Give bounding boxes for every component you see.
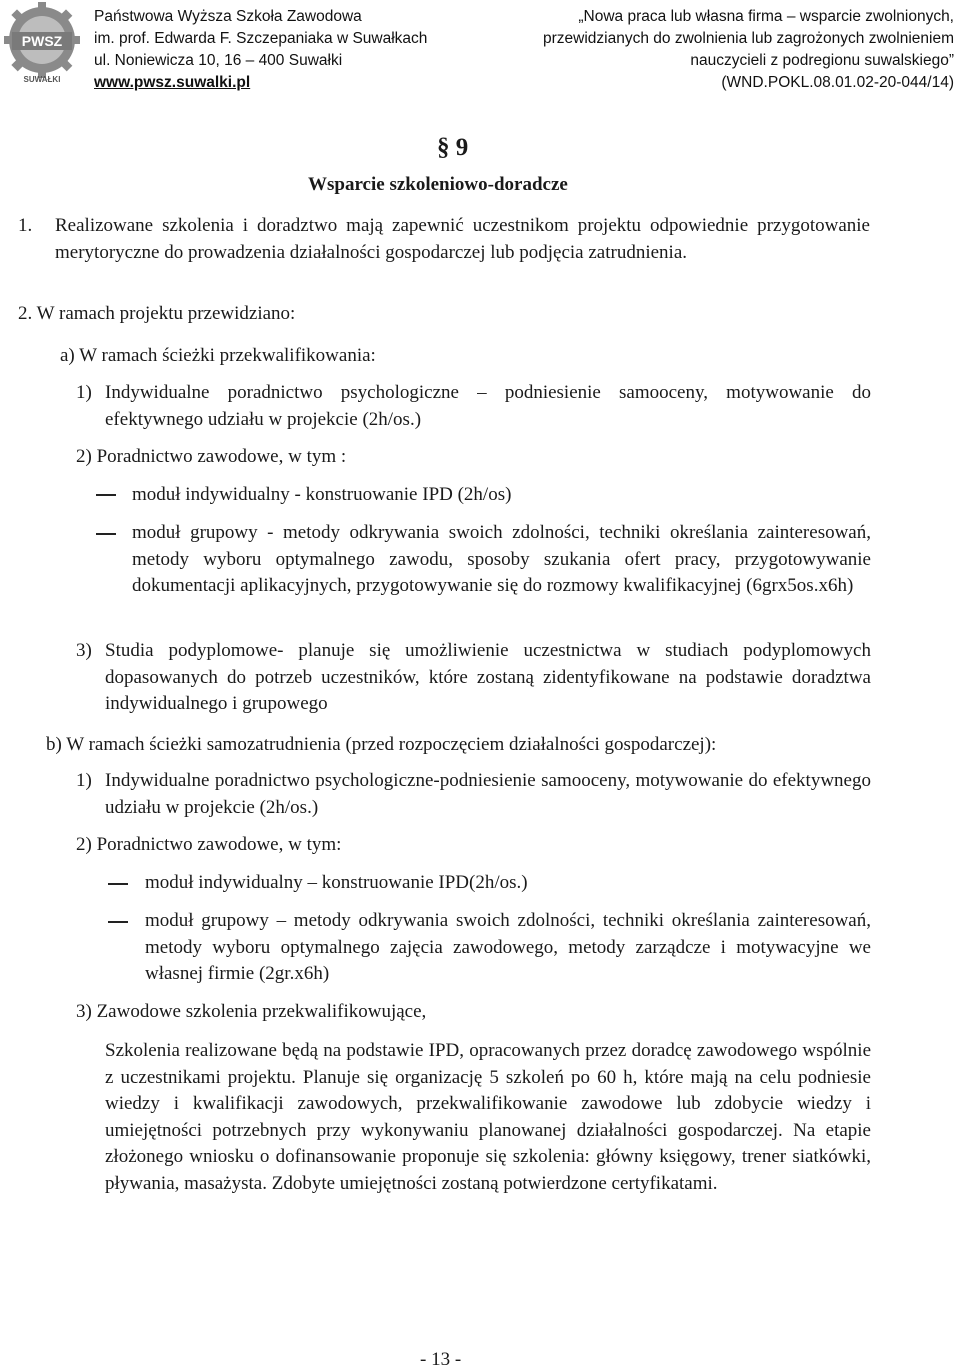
project-title-1: „Nowa praca lub własna firma – wsparcie zwolnionych, [578, 8, 954, 25]
institution-info [94, 6, 427, 94]
section-number: § 9 [437, 134, 469, 161]
point-2-heading: 2. W ramach projektu przewidziano: [18, 303, 296, 324]
a2-heading: 2) Poradnictwo zawodowe, w tym : [76, 446, 347, 467]
dash-icon [108, 921, 128, 923]
page-number: - 13 - [420, 1349, 462, 1370]
logo-text: PWSZ [21, 33, 63, 49]
project-code: (WND.POKL.08.01.02-20-044/14) [721, 74, 954, 91]
page-header [0, 0, 960, 100]
a1-text: Indywidualne poradnictwo psychologiczne – podniesienie samooceny, motywowanie do efektywnego udziału w projekcie (2h/os.) [105, 382, 871, 430]
point-1-text: Realizowane szkolenia i doradztwo mają zapewnić uczestnikom projektu odpowiednie przygotowanie merytoryczne do prowadzenia działalności gospodarczej lub podjęcia zatrudnienia. [55, 215, 870, 263]
b1-number: 1) [76, 770, 92, 791]
section-a-heading: a) W ramach ścieżki przekwalifikowania: [60, 345, 376, 366]
dash-icon [96, 494, 116, 496]
section-title: Wsparcie szkoleniowo-doradcze [308, 174, 568, 195]
b2-module-individual: moduł indywidualny – konstruowanie IPD(2h/os.) [145, 872, 528, 893]
point-1-number: 1. [18, 215, 33, 236]
a2-module-group: moduł grupowy - metody odkrywania swoich zdolności, techniki określania zainteresowań, metody wyboru optymalnego zawodu, sposoby szukania ofert pracy, przygotowywanie dokumentacji aplikacyjnych, przygotowywanie się do rozmowy kwalifikacyjnej (6grx5os.x6h) [132, 522, 871, 596]
section-b-heading: b) W ramach ścieżki samozatrudnienia (przed rozpoczęciem działalności gospodarczej): [46, 734, 717, 755]
logo-subtext: SUWAŁKI [23, 75, 61, 84]
dash-icon [96, 533, 116, 535]
a3-number: 3) [76, 640, 92, 661]
dash-icon [108, 883, 128, 885]
b2-heading: 2) Poradnictwo zawodowe, w tym: [76, 834, 342, 855]
project-info [543, 6, 954, 94]
project-title-2: przewidzianych do zwolnienia lub zagrożonych zwolnieniem [543, 30, 954, 47]
pwsz-logo [2, 2, 82, 84]
b3-heading: 3) Zawodowe szkolenia przekwalifikowujące, [76, 1001, 427, 1022]
b2-module-group: moduł grupowy – metody odkrywania swoich zdolności, techniki określania zainteresowań, metody wyboru optymalnego zajęcia zawodowego, metody zarządcze i motywacyjne we własnej firmie (2gr.x6h) [145, 910, 871, 984]
institution-name: Państwowa Wyższa Szkoła Zawodowa [94, 8, 362, 25]
project-title-3: nauczycieli z podregionu suwalskiego” [690, 52, 954, 69]
institution-address: ul. Noniewicza 10, 16 – 400 Suwałki [94, 52, 343, 69]
a3-text: Studia podyplomowe- planuje się umożliwienie uczestnictwa w studiach podyplomowych dopasowanych do potrzeb uczestników, które zostaną zidentyfikowane na podstawie doradztwa indywidualnego i grupowego [105, 640, 871, 714]
institution-patron: im. prof. Edwarda F. Szczepaniaka w Suwałkach [94, 30, 428, 47]
a1-number: 1) [76, 382, 92, 403]
b3-description: Szkolenia realizowane będą na podstawie IPD, opracowanych przez doradcę zawodowego wspólnie z uczestnikami projektu. Planuje się organizację 5 szkoleń po 60 h, które mają na celu podniesie wiedzy i kwalifikacji zawodowych, przekwalifikowanie zawodowe lub zdobycie wiedzy i umiejętności potrzebnych przy wykonywaniu planowanej działalności gospodarczej. Na etapie złożonego wniosku o dofinansowanie proponuje się szkolenia: główny księgowy, trener siatkówki, pływania, masażysta. Zdobyte umiejętności zostaną potwierdzone certyfikatami. [105, 1040, 871, 1194]
b1-text: Indywidualne poradnictwo psychologiczne-podniesienie samooceny, motywowanie do efektywnego udziału w projekcie (2h/os.) [105, 770, 871, 818]
institution-url[interactable]: www.pwsz.suwalki.pl [94, 74, 251, 91]
a2-module-individual: moduł indywidualny - konstruowanie IPD (2h/os) [132, 484, 512, 505]
